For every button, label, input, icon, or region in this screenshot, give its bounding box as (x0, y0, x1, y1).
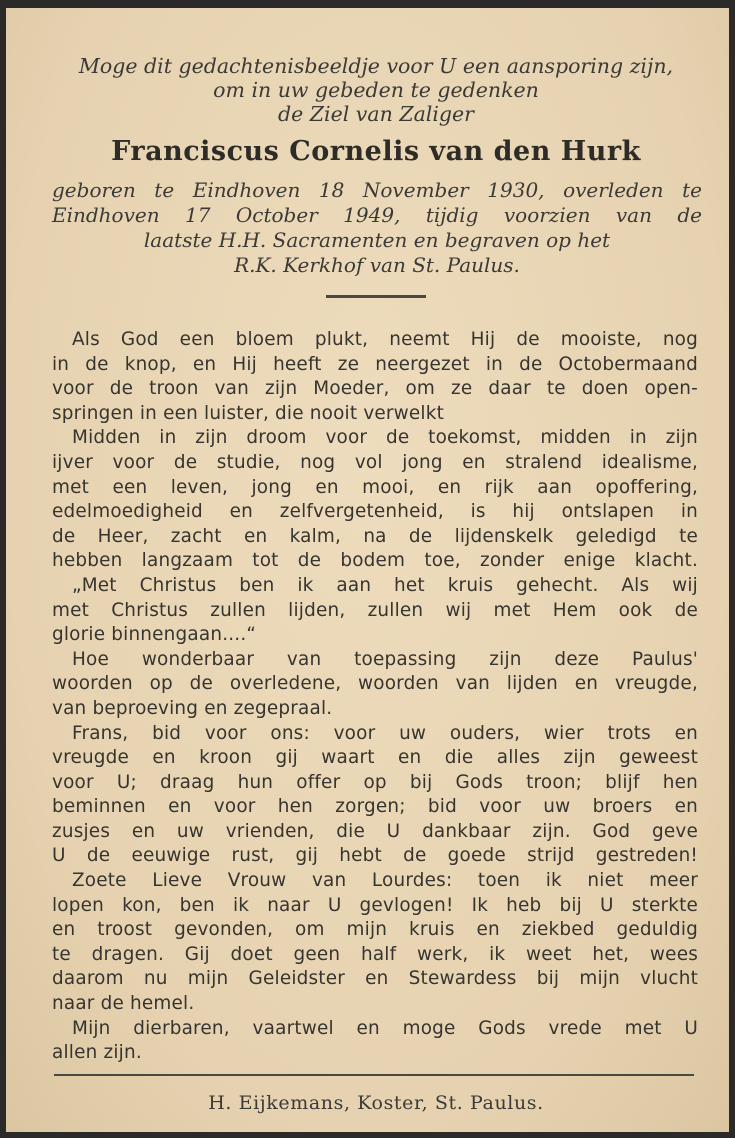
text-line: „Met Christus ben ik aan het kruis gehecht. Als wij (72, 574, 698, 596)
text-line: glorie binnengaan....“ (52, 624, 257, 646)
text-line: de Heer, zacht en kalm, na de lijdenskelk geledigd te (52, 525, 698, 547)
text-line: Zoete Lieve Vrouw van Lourdes: toen ik niet meer (72, 870, 698, 892)
text-line: naar de hemel. (52, 993, 195, 1015)
details-line: R.K. Kerkhof van St. Paulus. (234, 253, 520, 277)
text-line: en troost gevonden, om mijn kruis en ziekbed geduldig (52, 919, 698, 941)
text-line: Midden in zijn droom voor de toekomst, midden in zijn (72, 427, 698, 449)
memorial-card (6, 8, 729, 1132)
intro-line: Moge dit gedachtenisbeeldje voor U een aansporing zijn, (78, 54, 674, 78)
intro-text (46, 54, 706, 126)
text-line: hebben langzaam tot de bodem toe, zonder enige klacht. (52, 550, 698, 572)
details-line: geboren te Eindhoven 18 November 1930, overleden te (52, 178, 702, 202)
text-line: daarom nu mijn Geleidster en Stewardess bij mijn vlucht (52, 968, 698, 990)
intro-line: om in uw gebeden te gedenken (213, 78, 539, 102)
text-line: woorden op de overledene, woorden van lijden en vreugde, (52, 673, 698, 695)
text-line: Hoe wonderbaar van toepassing zijn deze Paulus' (72, 648, 698, 670)
text-line: voor de troon van zijn Moeder, om ze daar te doen open- (52, 378, 698, 400)
text-line: allen zijn. (52, 1042, 142, 1064)
text-line: met een leven, jong en mooi, en rijk aan opoffering, (52, 476, 698, 498)
divider-rule (326, 295, 426, 298)
text-line: te dragen. Gij doet geen half werk, ik weet het, wees (52, 943, 698, 965)
details-line: laatste H.H. Sacramenten en begraven op het (143, 228, 611, 252)
intro-line: de Ziel van Zaliger (278, 102, 474, 126)
footer-rule (54, 1074, 694, 1076)
deceased-name: Franciscus Cornelis van den Hurk (111, 136, 641, 167)
text-line: van beproeving en zegepraal. (52, 697, 333, 719)
text-line: lopen kon, ben ik naar U gevlogen! Ik heb bij U sterkte (52, 894, 698, 916)
text-line: Frans, bid voor ons: voor uw ouders, wier trots en (72, 722, 698, 744)
text-line: zusjes en uw vrienden, die U dankbaar zijn. God geve (52, 820, 698, 842)
footer-credit: H. Eijkemans, Koster, St. Paulus. (208, 1092, 544, 1114)
text-line: ijver voor de studie, nog vol jong en stralend idealisme, (52, 451, 698, 473)
text-line: voor U; draag hun offer op bij Gods troon; blijf hen (52, 771, 698, 793)
text-line: vreugde en kroon gij waart en die alles zijn geweest (52, 747, 698, 769)
text-line: beminnen en voor hen zorgen; bid voor uw broers en (52, 796, 698, 818)
text-line: Als God een bloem plukt, neemt Hij de mooiste, nog (72, 329, 698, 350)
text-line: in de knop, en Hij heeft ze neergezet in de Octobermaand (52, 353, 698, 375)
birth-death-details (52, 178, 702, 278)
text-line: U de eeuwige rust, gij hebt de goede strijd gestreden! (52, 845, 698, 867)
text-line: Mijn dierbaren, vaartwel en moge Gods vrede met U (72, 1017, 698, 1039)
text-line: met Christus zullen lijden, zullen wij met Hem ook de (52, 599, 698, 621)
memorial-text (52, 328, 698, 1066)
text-line: springen in een luister, die nooit verwelkt (52, 402, 445, 424)
text-line: edelmoedigheid en zelfvergetenheid, is hij ontslapen in (52, 501, 698, 523)
details-line: Eindhoven 17 October 1949, tijdig voorzien van de (52, 203, 702, 227)
